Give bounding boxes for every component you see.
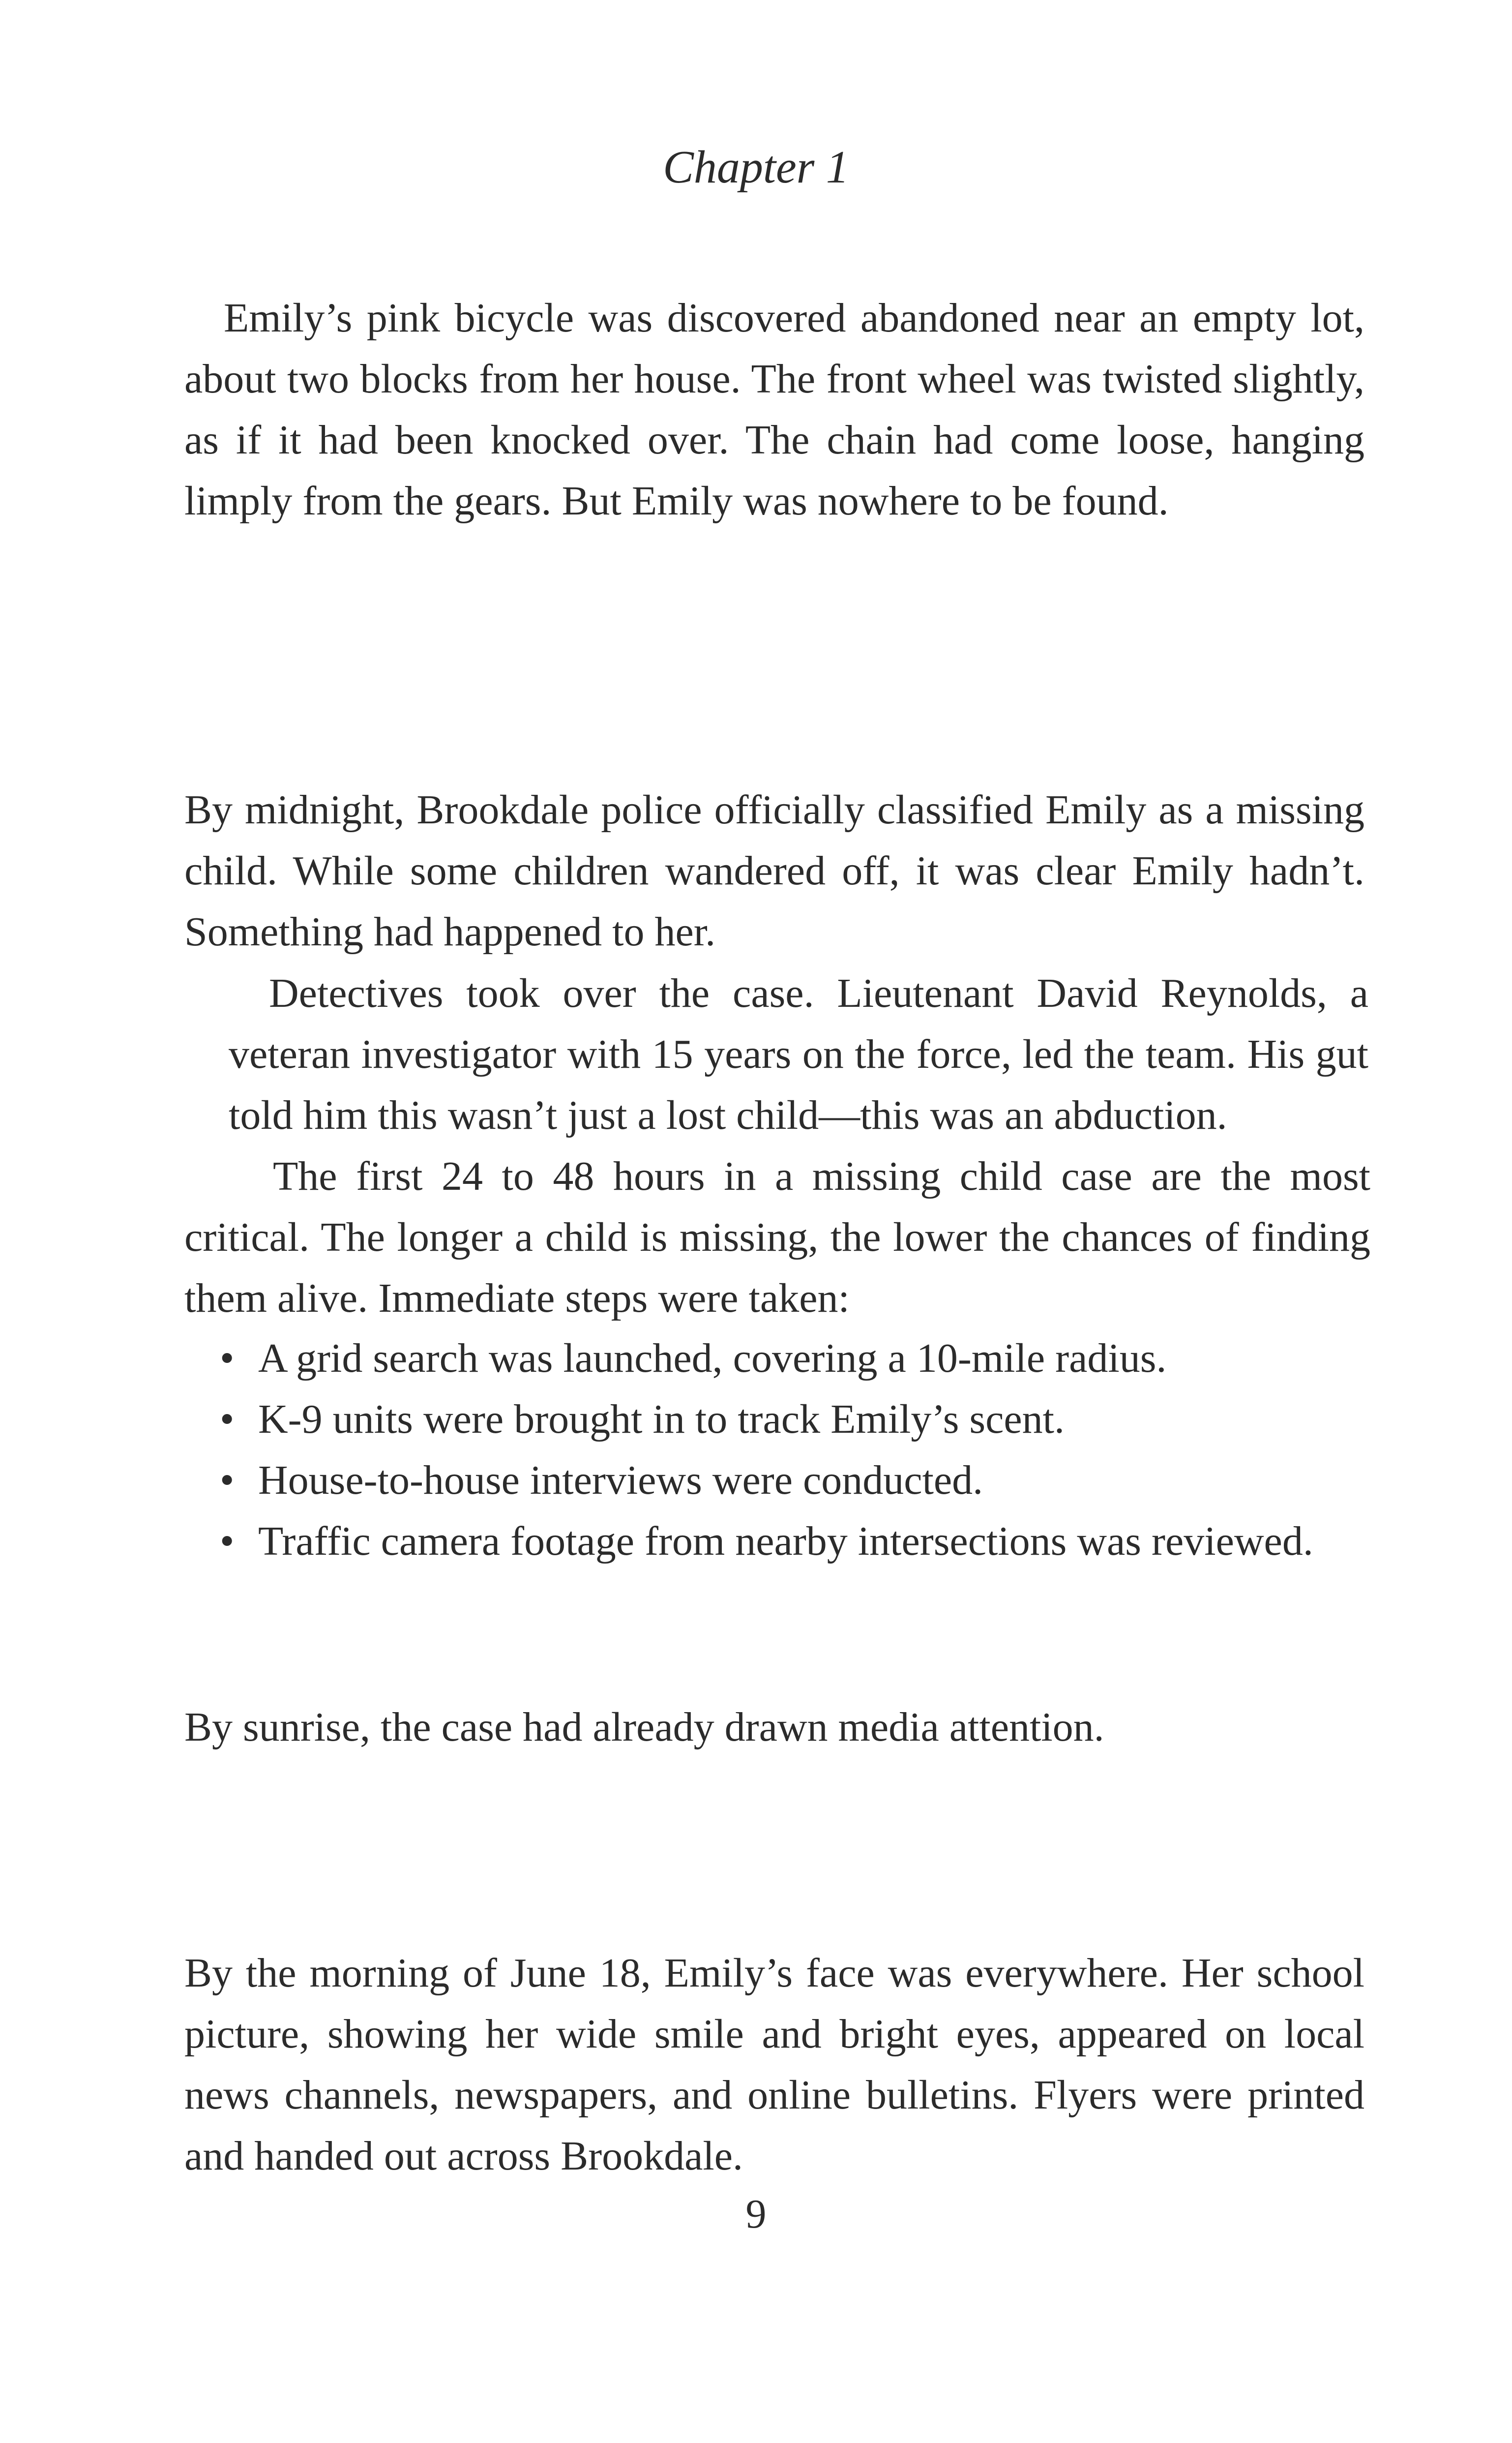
list-item xyxy=(184,1328,1328,1389)
list-item xyxy=(184,1511,1328,1572)
paragraph-first-hours: The first 24 to 48 hours in a missing child case are the most critical. The longer a child is missing, the lower the chances of finding them alive. Immediate steps were taken: xyxy=(184,1153,1370,1321)
list-item-text: Traffic camera footage from nearby intersections was reviewed. xyxy=(258,1518,1313,1564)
paragraph-midnight: By midnight, Brookdale police officially classified Emily as a missing child. While some children wandered off, it was clear Emily hadn’t. Something had happened to her. xyxy=(184,787,1364,955)
list-item-text: House-to-house interviews were conducted. xyxy=(258,1457,983,1503)
bullet-icon: • xyxy=(220,1396,235,1442)
steps-list xyxy=(184,1328,1328,1572)
bullet-icon: • xyxy=(220,1335,235,1381)
list-item-text: A grid search was launched, covering a 10-mile radius. xyxy=(258,1335,1167,1381)
page-number: 9 xyxy=(745,2191,767,2237)
paragraph-june-18: By the morning of June 18, Emily’s face was everywhere. Her school picture, showing her wide smile and bright eyes, appeared on local news channels, newspapers, and online bulletins. Flyers were printed and handed out across Brookdale. xyxy=(184,1950,1364,2179)
paragraph-detectives: Detectives took over the case. Lieutenant David Reynolds, a veteran investigator with 15 years on the force, led the team. His gut told him this wasn’t just a lost child—this was an abduction. xyxy=(229,970,1368,1138)
list-item xyxy=(184,1389,1328,1450)
paragraph-sunrise: By sunrise, the case had already drawn media attention. xyxy=(184,1704,1104,1750)
bullet-icon: • xyxy=(220,1457,235,1503)
paragraph-bicycle: Emily’s pink bicycle was discovered abandoned near an empty lot, about two blocks from her house. The front wheel was twisted slightly, as if it had been knocked over. The chain had come loose, hanging limply from the gears. But Emily was nowhere to be found. xyxy=(184,295,1364,524)
list-item xyxy=(184,1450,1328,1511)
chapter-title: Chapter 1 xyxy=(663,142,849,193)
bullet-icon: • xyxy=(220,1518,235,1564)
list-item-text: K-9 units were brought in to track Emily’s scent. xyxy=(258,1396,1065,1442)
